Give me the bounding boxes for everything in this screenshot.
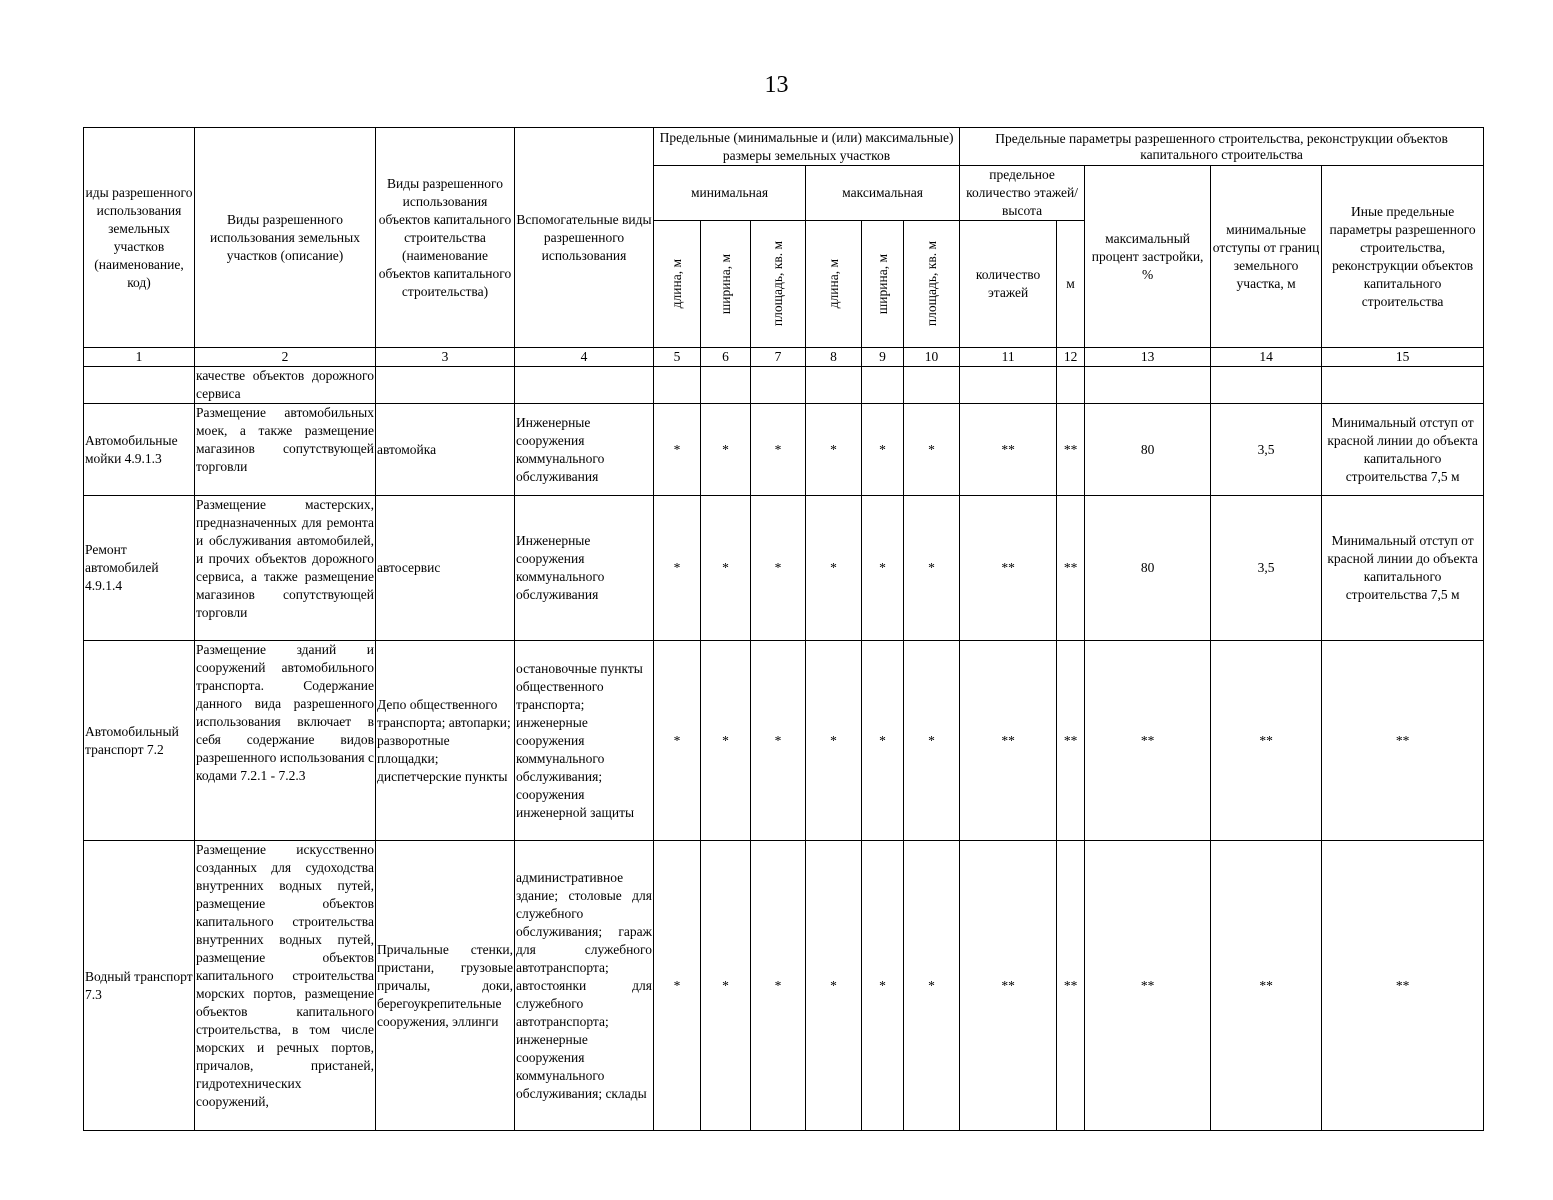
zoning-table	[83, 127, 1484, 1131]
col-number: 5	[654, 348, 701, 367]
row-desc: Размещение автомобильных моек, а также размещение магазинов сопутствующей торговли	[195, 404, 376, 496]
col-number: 12	[1057, 348, 1085, 367]
row-value: **	[1057, 496, 1085, 641]
col-number: 11	[960, 348, 1057, 367]
header-floors-height: предельное количество этажей/высота	[960, 166, 1085, 221]
row-value: *	[904, 404, 960, 496]
row-name: Автомобильный транспорт 7.2	[84, 641, 195, 841]
table-row	[84, 367, 1484, 404]
header-min-setback: минимальные отступы от границ земельного участка, м	[1211, 166, 1322, 348]
col-number: 13	[1085, 348, 1211, 367]
row-value: **	[1057, 841, 1085, 1131]
header-min-area-text: площадь, кв. м	[770, 241, 785, 327]
row-value: **	[1057, 404, 1085, 496]
table-row	[84, 496, 1484, 641]
header-group-params: Предельные параметры разрешенного строительства, реконструкции объектов капитального строительства	[960, 128, 1484, 166]
row-value	[751, 367, 806, 404]
row-value: *	[751, 404, 806, 496]
row-value: *	[806, 841, 862, 1131]
row-value: Минимальный отступ от красной линии до объекта капитального строительства 7,5 м	[1322, 496, 1484, 641]
header-max-length-text: длина, м	[825, 259, 841, 309]
row-value	[960, 367, 1057, 404]
row-value	[1211, 367, 1322, 404]
row-value: *	[862, 404, 904, 496]
row-value: *	[862, 496, 904, 641]
col-number: 9	[862, 348, 904, 367]
row-capital: автосервис	[376, 496, 515, 641]
row-capital: Причальные стенки, пристани, грузовые причалы, доки, берегоукрепительные сооружения, эллинги	[376, 841, 515, 1131]
row-value: *	[701, 496, 751, 641]
row-value	[806, 367, 862, 404]
row-value: *	[654, 496, 701, 641]
table-row	[84, 841, 1484, 1131]
row-value	[701, 367, 751, 404]
header-group-size: Предельные (минимальные и (или) максимальные) размеры земельных участков	[654, 128, 960, 166]
row-value: *	[654, 641, 701, 841]
row-value: **	[1211, 841, 1322, 1131]
row-desc: Размещение искусственно созданных для судоходства внутренних водных путей, размещение объектов капитального строительства внутренних водных путей, размещение объектов капитального строительства морских портов, размещение объектов капитального строительства, в том числе морских и речных портов, причалов, пристаней, гидротехнических сооружений,	[195, 841, 376, 1131]
col-number: 1	[84, 348, 195, 367]
row-desc: качестве объектов дорожного сервиса	[195, 367, 376, 404]
header-other: Иные предельные параметры разрешенного строительства, реконструкции объектов капитального строительства	[1322, 166, 1484, 348]
header-min-area	[751, 221, 806, 348]
row-aux: Инженерные сооружения коммунального обслуживания	[515, 404, 654, 496]
row-value	[904, 367, 960, 404]
header-max: максимальная	[806, 166, 960, 221]
header-col-desc: Виды разрешенного использования земельных участков (описание)	[195, 128, 376, 348]
header-row-1	[84, 128, 1484, 166]
row-value: *	[904, 496, 960, 641]
row-value: 80	[1085, 404, 1211, 496]
header-m: м	[1057, 221, 1085, 348]
row-value: **	[1322, 841, 1484, 1131]
row-aux: остановочные пункты общественного транспорта; инженерные сооружения коммунального обслуживания; сооружения инженерной защиты	[515, 641, 654, 841]
row-capital	[376, 367, 515, 404]
col-number: 14	[1211, 348, 1322, 367]
row-value: *	[654, 404, 701, 496]
row-value	[1085, 367, 1211, 404]
row-value: *	[701, 404, 751, 496]
row-capital: Депо общественного транспорта; автопарки; разворотные площадки; диспетчерские пункты	[376, 641, 515, 841]
row-value: *	[904, 641, 960, 841]
row-value: *	[806, 641, 862, 841]
row-name: Водный транспорт 7.3	[84, 841, 195, 1131]
col-number: 4	[515, 348, 654, 367]
row-value: *	[751, 841, 806, 1131]
header-min-width	[701, 221, 751, 348]
row-value: **	[1085, 641, 1211, 841]
row-desc: Размещение зданий и сооружений автомобильного транспорта. Содержание данного вида разрешенного использования включает в себя содержание видов разрешенного использования с кодами 7.2.1 - 7.2.3	[195, 641, 376, 841]
row-name: Ремонт автомобилей 4.9.1.4	[84, 496, 195, 641]
header-col-capital: Виды разрешенного использования объектов капитального строительства (наименование объектов капитального строительства)	[376, 128, 515, 348]
header-max-length	[806, 221, 862, 348]
row-value: **	[960, 841, 1057, 1131]
row-aux: административное здание; столовые для служебного обслуживания; гараж для служебного автотранспорта; автостоянки для служебного автотранспорта; инженерные сооружения коммунального обслуживания; склады	[515, 841, 654, 1131]
row-value: Минимальный отступ от красной линии до объекта капитального строительства 7,5 м	[1322, 404, 1484, 496]
row-value: **	[1322, 641, 1484, 841]
row-value: **	[960, 641, 1057, 841]
row-aux	[515, 367, 654, 404]
col-number: 15	[1322, 348, 1484, 367]
col-number: 6	[701, 348, 751, 367]
row-desc: Размещение мастерских, предназначенных для ремонта и обслуживания автомобилей, и прочих объектов дорожного сервиса, а также размещение магазинов сопутствующей торговли	[195, 496, 376, 641]
header-max-width-text: ширина, м	[874, 253, 890, 315]
page-number: 13	[764, 72, 789, 98]
col-number: 7	[751, 348, 806, 367]
row-value	[1057, 367, 1085, 404]
col-number: 2	[195, 348, 376, 367]
col-number: 3	[376, 348, 515, 367]
row-value: *	[862, 841, 904, 1131]
header-min: минимальная	[654, 166, 806, 221]
row-value: *	[701, 641, 751, 841]
row-value: *	[751, 641, 806, 841]
header-max-area	[904, 221, 960, 348]
col-number: 10	[904, 348, 960, 367]
row-value: *	[862, 641, 904, 841]
header-min-width-text: ширина, м	[717, 253, 733, 315]
row-value: **	[1085, 841, 1211, 1131]
header-col-name: иды разрешенного использования земельных участков (наименование, код)	[84, 128, 195, 348]
row-value: *	[806, 496, 862, 641]
column-number-row	[84, 348, 1484, 367]
col-number: 8	[806, 348, 862, 367]
header-floors: количество этажей	[960, 221, 1057, 348]
table-row	[84, 404, 1484, 496]
row-aux: Инженерные сооружения коммунального обслуживания	[515, 496, 654, 641]
row-value	[1322, 367, 1484, 404]
row-value: 80	[1085, 496, 1211, 641]
row-value	[654, 367, 701, 404]
header-min-length	[654, 221, 701, 348]
row-value: **	[960, 404, 1057, 496]
header-col-aux: Вспомогательные виды разрешенного использования	[515, 128, 654, 348]
row-value: **	[1057, 641, 1085, 841]
header-min-length-text: длина, м	[669, 259, 684, 309]
table-row	[84, 641, 1484, 841]
row-value: *	[904, 841, 960, 1131]
row-value: *	[654, 841, 701, 1131]
row-value: **	[1211, 641, 1322, 841]
row-name	[84, 367, 195, 404]
row-name: Автомобильные мойки 4.9.1.3	[84, 404, 195, 496]
row-value: 3,5	[1211, 496, 1322, 641]
row-value	[862, 367, 904, 404]
header-max-area-text: площадь, кв. м	[923, 241, 939, 327]
row-value: *	[701, 841, 751, 1131]
row-capital: автомойка	[376, 404, 515, 496]
row-value: **	[960, 496, 1057, 641]
header-max-width	[862, 221, 904, 348]
row-value: *	[751, 496, 806, 641]
row-value: 3,5	[1211, 404, 1322, 496]
row-value: *	[806, 404, 862, 496]
header-max-percent: максимальный процент застройки, %	[1085, 166, 1211, 348]
